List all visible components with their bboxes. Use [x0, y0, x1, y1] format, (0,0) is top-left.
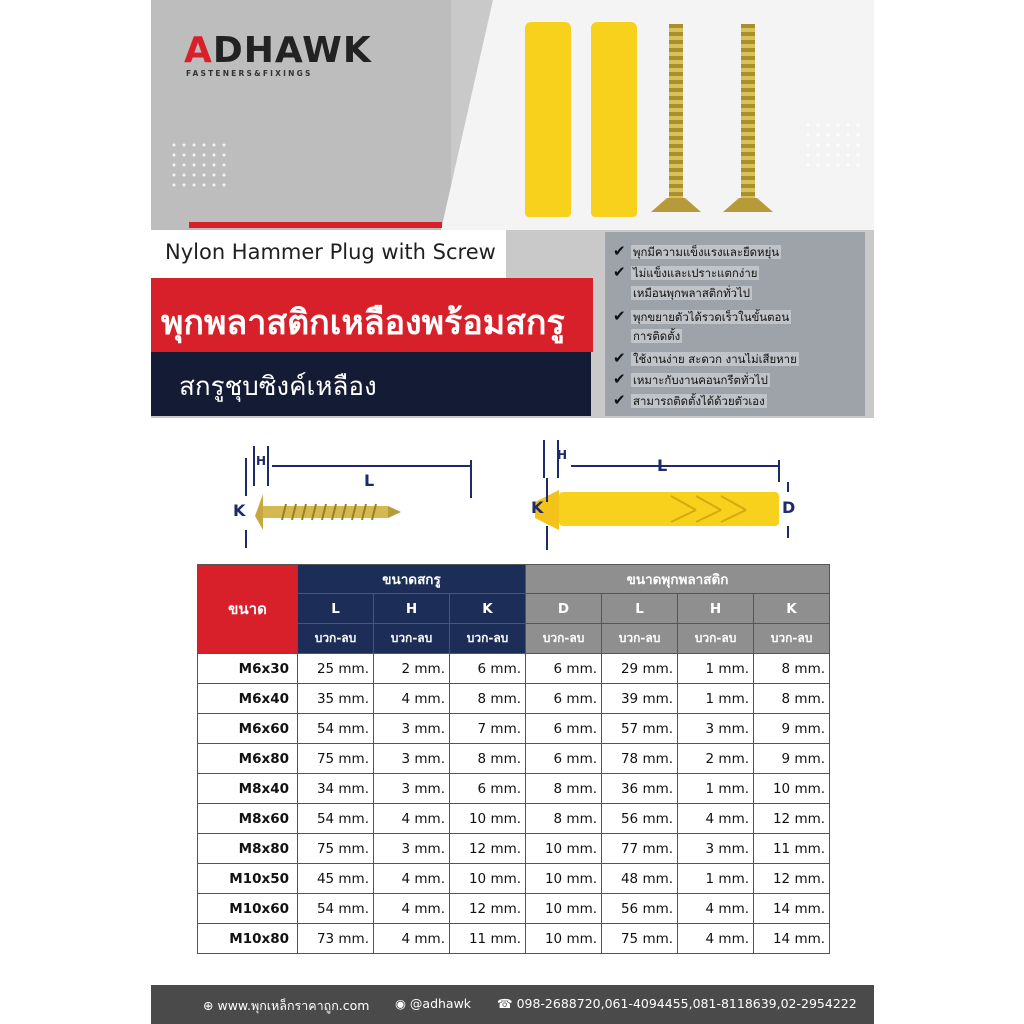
- value-cell: 8 mm.: [450, 744, 526, 774]
- value-cell: 6 mm.: [450, 654, 526, 684]
- size-cell: M10x50: [198, 864, 298, 894]
- table-row: [198, 744, 830, 774]
- screw-k-label: K: [233, 501, 246, 520]
- value-cell: 7 mm.: [450, 714, 526, 744]
- value-cell: 1 mm.: [678, 684, 754, 714]
- value-cell: 3 mm.: [374, 834, 450, 864]
- check-icon: ✔: [613, 307, 626, 325]
- value-cell: 4 mm.: [678, 924, 754, 954]
- phone-contact[interactable]: ☎ 098-2688720,061-4094455,081-8118639,02-2954222: [497, 996, 857, 1011]
- thai-subtitle-bar: [151, 352, 591, 416]
- tolerance-label: บวก-ลบ: [526, 624, 602, 654]
- line-contact[interactable]: ◉ @adhawk: [395, 996, 472, 1011]
- value-cell: 10 mm.: [450, 864, 526, 894]
- check-icon: ✔: [613, 242, 626, 260]
- table-row: [198, 864, 830, 894]
- table-row: [198, 774, 830, 804]
- value-cell: 11 mm.: [754, 834, 830, 864]
- feature-item: เหมือนพุกพลาสติกทั่วไป: [633, 286, 750, 300]
- size-cell: M10x80: [198, 924, 298, 954]
- tolerance-label: บวก-ลบ: [450, 624, 526, 654]
- value-cell: 75 mm.: [298, 834, 374, 864]
- feature-item: ✔ เหมาะกับงานคอนกรีตทั่วไป: [613, 370, 768, 388]
- value-cell: 1 mm.: [678, 654, 754, 684]
- value-cell: 4 mm.: [678, 804, 754, 834]
- value-cell: 56 mm.: [602, 804, 678, 834]
- website-link[interactable]: ⊕ www.พุกเหล็กราคาถูก.com: [203, 998, 370, 1013]
- table-row: [198, 834, 830, 864]
- value-cell: 3 mm.: [374, 714, 450, 744]
- value-cell: 54 mm.: [298, 714, 374, 744]
- feature-item: ✔ ใช้งานง่าย สะดวก งานไม่เสียหาย: [613, 349, 797, 367]
- spec-table: [197, 564, 830, 954]
- value-cell: 4 mm.: [374, 894, 450, 924]
- table-row: [198, 684, 830, 714]
- size-cell: M8x40: [198, 774, 298, 804]
- value-cell: 8 mm.: [526, 774, 602, 804]
- value-cell: 75 mm.: [298, 744, 374, 774]
- column-header: H: [678, 594, 754, 624]
- tolerance-label: บวก-ลบ: [374, 624, 450, 654]
- brand-tagline: FASTENERS&FIXINGS: [186, 69, 313, 78]
- value-cell: 2 mm.: [374, 654, 450, 684]
- value-cell: 4 mm.: [374, 864, 450, 894]
- value-cell: 6 mm.: [526, 744, 602, 774]
- value-cell: 10 mm.: [526, 894, 602, 924]
- brand-logo: ADHAWK: [184, 30, 372, 71]
- value-cell: 57 mm.: [602, 714, 678, 744]
- value-cell: 11 mm.: [450, 924, 526, 954]
- value-cell: 9 mm.: [754, 714, 830, 744]
- value-cell: 8 mm.: [754, 684, 830, 714]
- value-cell: 6 mm.: [450, 774, 526, 804]
- product-sheet: [151, 0, 874, 1024]
- check-icon: ✔: [613, 391, 626, 409]
- red-divider: [189, 222, 442, 228]
- thai-title: พุกพลาสติกเหลืองพร้อมสกรู: [161, 303, 565, 343]
- value-cell: 1 mm.: [678, 774, 754, 804]
- value-cell: 75 mm.: [602, 924, 678, 954]
- value-cell: 78 mm.: [602, 744, 678, 774]
- value-cell: 73 mm.: [298, 924, 374, 954]
- value-cell: 6 mm.: [526, 684, 602, 714]
- value-cell: 3 mm.: [374, 744, 450, 774]
- size-cell: M10x60: [198, 894, 298, 924]
- value-cell: 3 mm.: [678, 834, 754, 864]
- line-chat-icon: ◉: [395, 996, 406, 1011]
- plug-image: [525, 22, 571, 217]
- check-icon: ✔: [613, 349, 626, 367]
- table-row: [198, 804, 830, 834]
- value-cell: 8 mm.: [450, 684, 526, 714]
- value-cell: 10 mm.: [754, 774, 830, 804]
- dimension-drawing: [151, 418, 874, 558]
- feature-item: ✔ ไม่แข็งและเปราะแตกง่าย: [613, 263, 758, 281]
- product-photo: [441, 0, 874, 230]
- english-title: Nylon Hammer Plug with Screw: [165, 240, 496, 264]
- dimension-diagram: [151, 418, 874, 558]
- value-cell: 6 mm.: [526, 714, 602, 744]
- column-header: L: [602, 594, 678, 624]
- feature-item: ✔ พุกมีความแข็งแรงและยืดหยุ่น: [613, 242, 780, 260]
- phone-icon: ☎: [497, 996, 513, 1011]
- check-icon: ✔: [613, 370, 626, 388]
- feature-item: การติดตั้ง: [633, 329, 681, 343]
- screw-group-header: ขนาดสกรู: [298, 565, 526, 594]
- plug-h-label: H: [557, 448, 568, 462]
- screw-head: [723, 198, 773, 212]
- plug-drawing: [535, 490, 779, 530]
- screw-h-label: H: [256, 454, 267, 468]
- value-cell: 10 mm.: [526, 924, 602, 954]
- check-icon: ✔: [613, 263, 626, 281]
- size-cell: M8x60: [198, 804, 298, 834]
- table-row: [198, 924, 830, 954]
- plug-image: [591, 22, 637, 217]
- value-cell: 6 mm.: [526, 654, 602, 684]
- plug-group-header: ขนาดพุกพลาสติก: [526, 565, 830, 594]
- table-row: [198, 714, 830, 744]
- value-cell: 54 mm.: [298, 894, 374, 924]
- value-cell: 4 mm.: [678, 894, 754, 924]
- value-cell: 3 mm.: [678, 714, 754, 744]
- value-cell: 36 mm.: [602, 774, 678, 804]
- feature-item: ✔ สามารถติดตั้งได้ด้วยตัวเอง: [613, 391, 765, 409]
- value-cell: 14 mm.: [754, 894, 830, 924]
- value-cell: 10 mm.: [526, 864, 602, 894]
- value-cell: 48 mm.: [602, 864, 678, 894]
- tolerance-label: บวก-ลบ: [298, 624, 374, 654]
- value-cell: 54 mm.: [298, 804, 374, 834]
- size-cell: M8x80: [198, 834, 298, 864]
- size-cell: M6x60: [198, 714, 298, 744]
- table-row: [198, 894, 830, 924]
- thai-title-bar: [151, 278, 593, 352]
- size-header: ขนาด: [198, 565, 298, 654]
- value-cell: 12 mm.: [450, 834, 526, 864]
- value-cell: 8 mm.: [526, 804, 602, 834]
- column-header: D: [526, 594, 602, 624]
- thai-subtitle: สกรูชุบซิงค์เหลือง: [179, 372, 377, 402]
- value-cell: 12 mm.: [754, 864, 830, 894]
- value-cell: 10 mm.: [526, 834, 602, 864]
- value-cell: 1 mm.: [678, 864, 754, 894]
- size-cell: M6x80: [198, 744, 298, 774]
- plug-d-label: D: [782, 498, 796, 517]
- value-cell: 9 mm.: [754, 744, 830, 774]
- value-cell: 4 mm.: [374, 804, 450, 834]
- tolerance-label: บวก-ลบ: [602, 624, 678, 654]
- value-cell: 34 mm.: [298, 774, 374, 804]
- value-cell: 10 mm.: [450, 804, 526, 834]
- feature-item: ✔ พุกขยายตัวได้รวดเร็วในขั้นตอน: [613, 307, 790, 325]
- value-cell: 56 mm.: [602, 894, 678, 924]
- tolerance-label: บวก-ลบ: [754, 624, 830, 654]
- value-cell: 39 mm.: [602, 684, 678, 714]
- value-cell: 45 mm.: [298, 864, 374, 894]
- value-cell: 8 mm.: [754, 654, 830, 684]
- value-cell: 14 mm.: [754, 924, 830, 954]
- value-cell: 12 mm.: [754, 804, 830, 834]
- size-cell: M6x30: [198, 654, 298, 684]
- screw-image: [669, 24, 683, 200]
- column-header: K: [450, 594, 526, 624]
- value-cell: 2 mm.: [678, 744, 754, 774]
- value-cell: 12 mm.: [450, 894, 526, 924]
- value-cell: 4 mm.: [374, 684, 450, 714]
- value-cell: 3 mm.: [374, 774, 450, 804]
- dot-pattern: [169, 140, 229, 190]
- screw-l-label: L: [364, 471, 375, 490]
- value-cell: 4 mm.: [374, 924, 450, 954]
- table-row: [198, 654, 830, 684]
- size-cell: M6x40: [198, 684, 298, 714]
- value-cell: 29 mm.: [602, 654, 678, 684]
- plug-k-label: K: [531, 498, 544, 517]
- column-header: H: [374, 594, 450, 624]
- value-cell: 25 mm.: [298, 654, 374, 684]
- dot-pattern: [803, 120, 863, 170]
- tolerance-label: บวก-ลบ: [678, 624, 754, 654]
- screw-image: [741, 24, 755, 200]
- feature-list: [605, 232, 865, 416]
- column-header: K: [754, 594, 830, 624]
- value-cell: 77 mm.: [602, 834, 678, 864]
- screw-drawing: [255, 494, 401, 530]
- globe-icon: ⊕: [203, 998, 214, 1013]
- hero-section: [151, 0, 874, 418]
- footer-bar: [151, 985, 874, 1024]
- screw-head: [651, 198, 701, 212]
- plug-l-label: L: [657, 456, 668, 475]
- value-cell: 35 mm.: [298, 684, 374, 714]
- column-header: L: [298, 594, 374, 624]
